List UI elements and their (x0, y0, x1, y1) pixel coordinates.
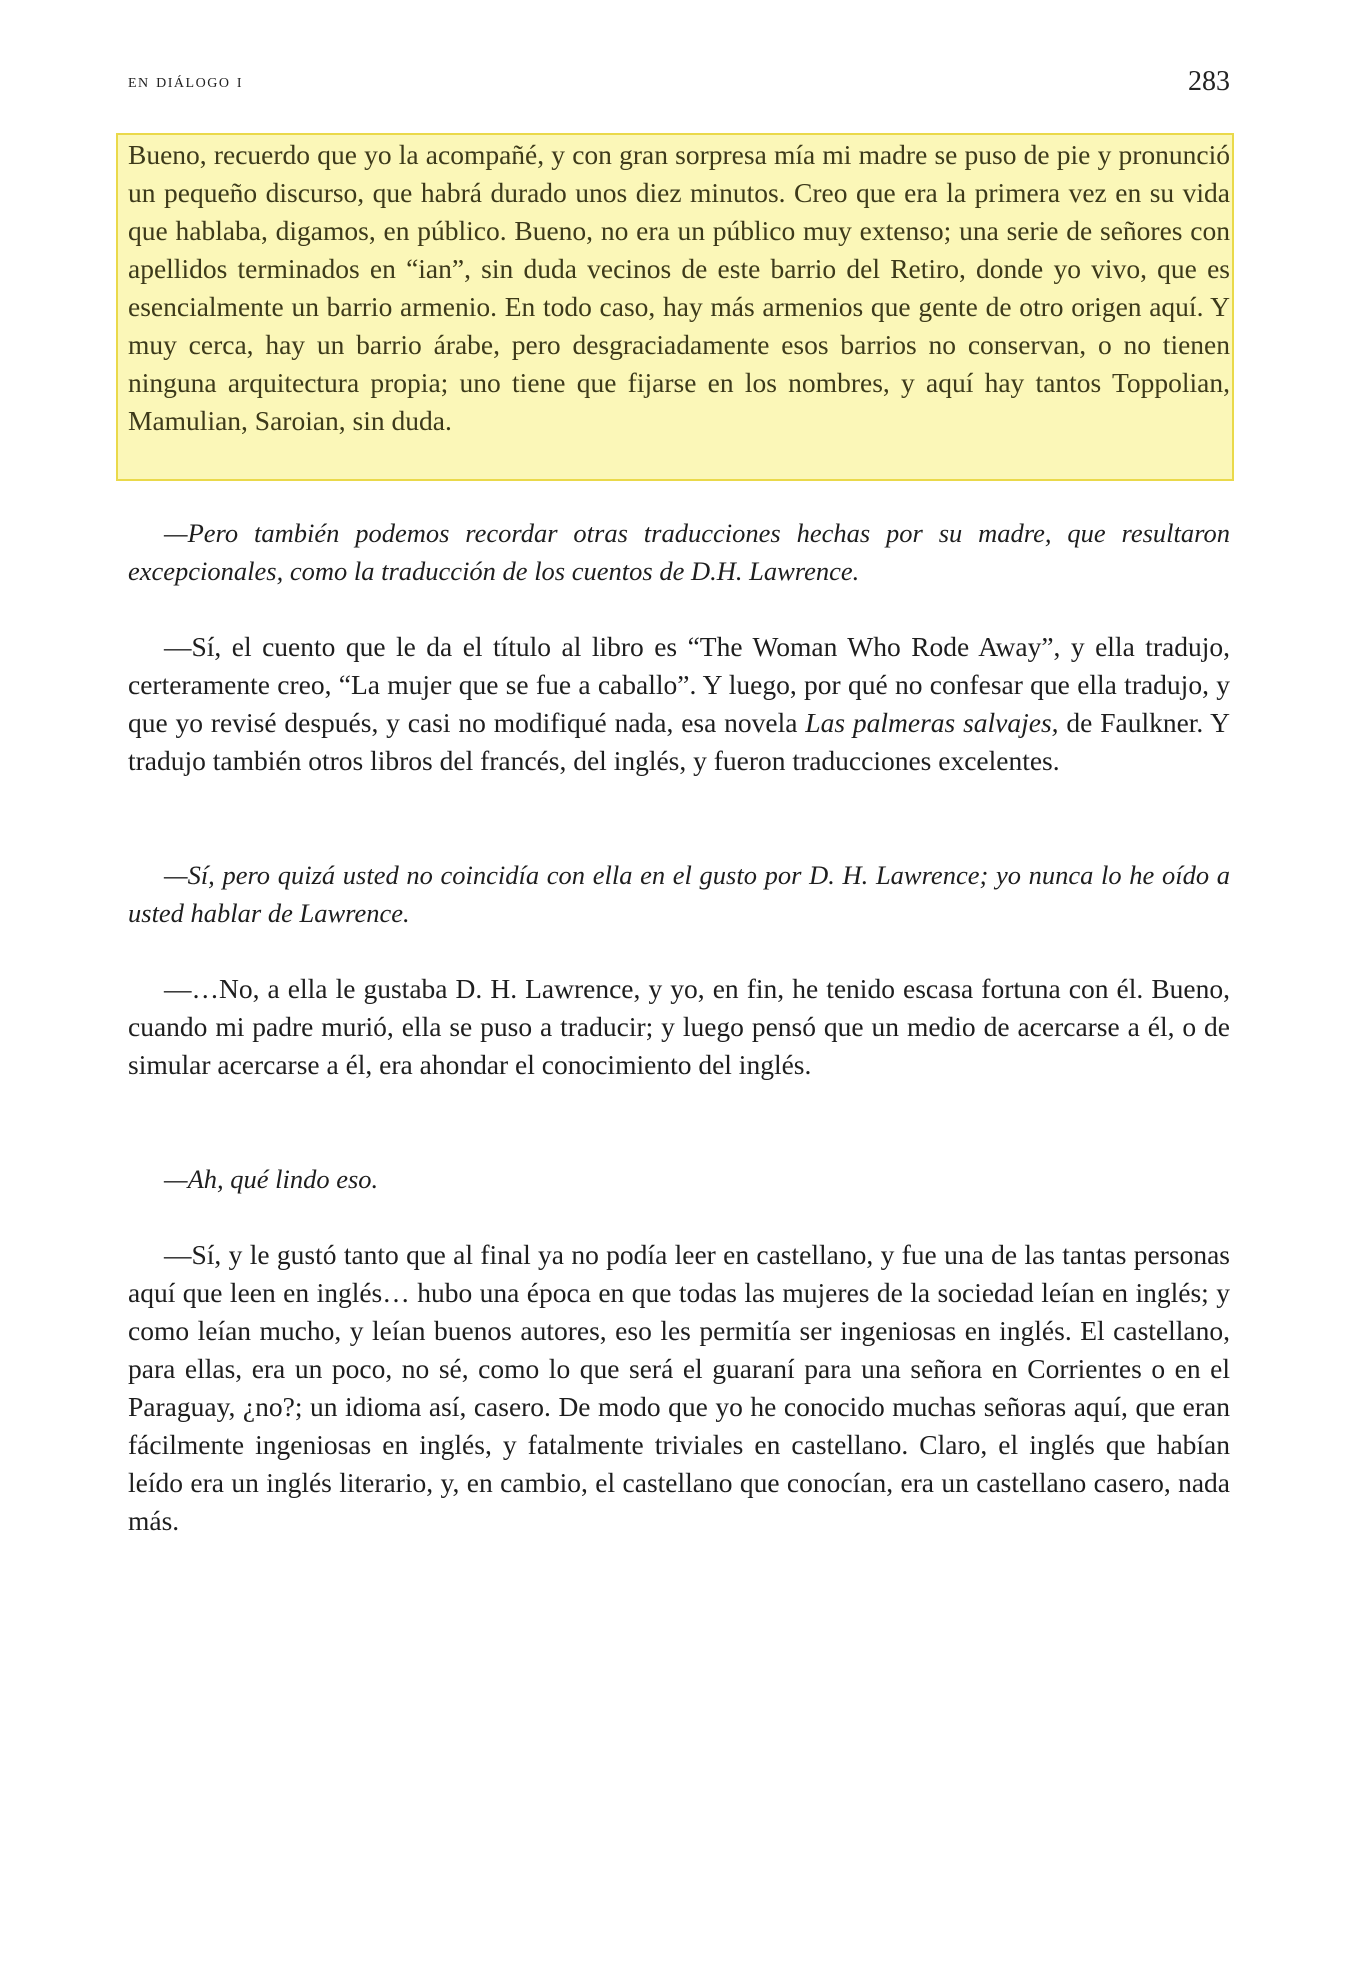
interviewer-remark: —Ah, qué lindo eso. (164, 1164, 379, 1194)
answer-paragraph-2: —…No, a ella le gustaba D. H. Lawrence, y yo, en fin, he tenido escasa fortuna con él. Bueno, cuando mi padre murió, ella se puso a traducir; y luego pensó que un medio de acercarse a él, o de simular acercarse a él, era ahondar el conocimiento del inglés. (128, 973, 1230, 1080)
answer-paragraph-3: —Sí, y le gustó tanto que al final ya no podía leer en castellano, y fue una de las tantas personas aquí que leen en inglés… hubo una época en que todas las mujeres de la sociedad leían en inglés; y como leían mucho, y leían buenos autores, eso les permitía ser ingeniosas en inglés. El castellano, para ellas, era un poco, no sé, como lo que será el guaraní para una señora en Corrientes o en el Paraguay, ¿no?; un idioma así, casero. De modo que yo he conocido muchas señoras aquí, que eran fácilmente ingeniosas en inglés, y fatalmente triviales en castellano. Claro, el inglés que habían leído era un inglés literario, y, en cambio, el castellano que conocían, era un castellano casero, nada más. (128, 1239, 1230, 1536)
interviewer-question-2: —Sí, pero quizá usted no coincidía con ella en el gusto por D. H. Lawrence; yo nunca lo he oído a usted hablar de Lawrence. (128, 860, 1230, 928)
running-header (128, 62, 1230, 102)
answer-paragraph-1 (128, 628, 1230, 780)
answer-text-after-title: de Faulkner. Y tradujo también otros libros del francés, del inglés, y fueron traducciones excelentes. (128, 707, 1230, 776)
interviewer-question-1: —Pero también podemos recordar otras traducciones hechas por su madre, que resultaron excepcionales, como la traducción de los cuentos de D.H. Lawrence. (128, 518, 1230, 586)
running-title: en diálogo i (128, 70, 244, 92)
highlighted-passage[interactable]: Bueno, recuerdo que yo la acompañé, y con gran sorpresa mía mi madre se puso de pie y pronunció un pequeño discurso, que habrá durado unos diez minutos. Creo que era la primera vez en su vida que hablaba, digamos, en público. Bueno, no era un público muy extenso; una serie de señores con apellidos terminados en “ian”, sin duda vecinos de este barrio del Retiro, donde yo vivo, que es esencialmente un barrio armenio. En todo caso, hay más armenios que gente de otro origen aquí. Y muy cerca, hay un barrio árabe, pero desgraciadamente esos barrios no conservan, o no tienen ninguna arquitectura propia; uno tiene que fijarse en los nombres, y aquí hay tantos Toppolian, Mamulian, Saroian, sin duda. (128, 139, 1230, 436)
page-number: 283 (1188, 66, 1230, 97)
book-title-las-palmeras: Las palmeras salvajes, (805, 707, 1059, 738)
answer-text-before-title: —Sí, el cuento que le da el título al libro es “The Woman Who Rode Away”, y ella tradujo, certeramente creo, “La mujer que se fue a caballo”. Y luego, por qué no confesar que ella tradujo, y que yo revisé después, y casi no modifiqué nada, esa novela (128, 631, 1230, 738)
